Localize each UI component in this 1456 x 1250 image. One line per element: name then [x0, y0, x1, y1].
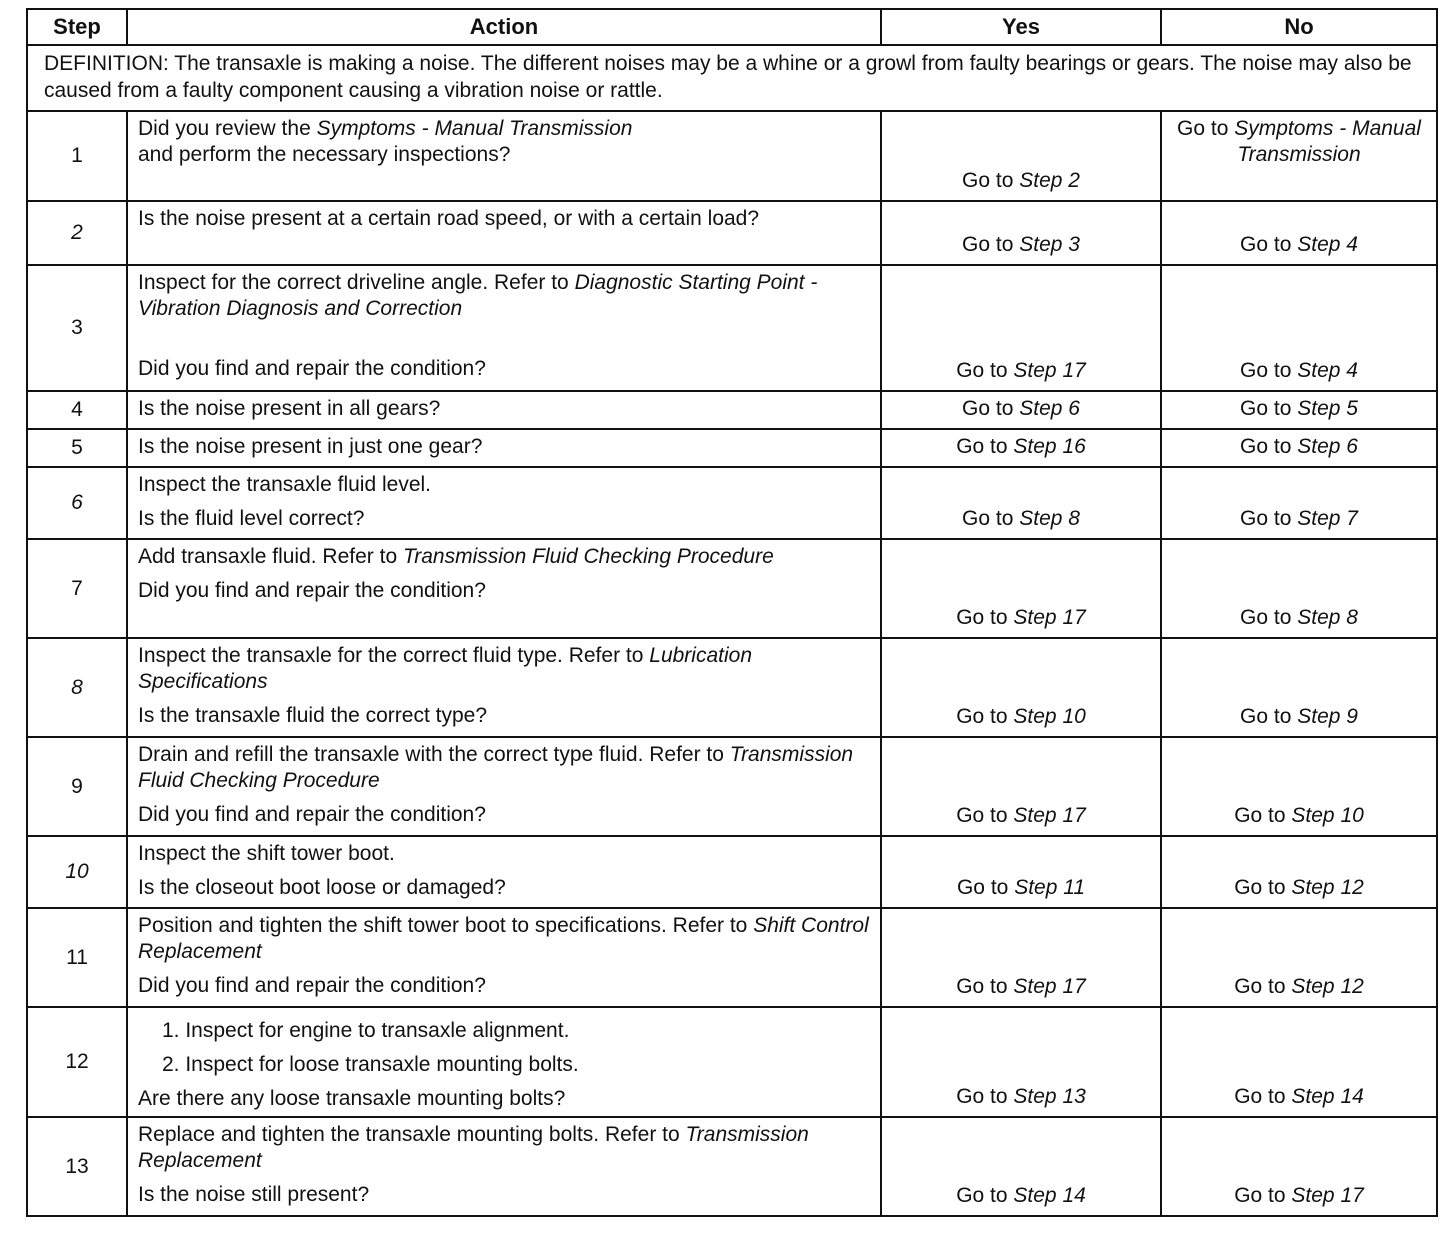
action-cell: Replace and tighten the transaxle mounting bolts. Refer to Transmission Replacement Is the noise still present?	[127, 1117, 881, 1216]
table-row	[27, 429, 1437, 467]
table-row	[27, 1007, 1437, 1117]
table-row	[27, 638, 1437, 737]
action-cell: Add transaxle fluid. Refer to Transmission Fluid Checking Procedure Did you find and repair the condition?	[127, 539, 881, 638]
action-cell: 1. Inspect for engine to transaxle alignment. 2. Inspect for loose transaxle mounting bolts. Are there any loose transaxle mounting bolts?	[127, 1007, 881, 1117]
yes-cell: Go to Step 17	[881, 908, 1161, 1007]
yes-cell: Go to Step 14	[881, 1117, 1161, 1216]
yes-cell: Go to Step 10	[881, 638, 1161, 737]
reference-link[interactable]: Shift Control Replacement	[138, 914, 869, 963]
yes-cell: Go to Step 16	[881, 429, 1161, 467]
list-item: 2. Inspect for loose transaxle mounting bolts.	[162, 1053, 579, 1076]
no-cell: Go to Step 12	[1161, 908, 1437, 1007]
reference-link[interactable]: Lubrication Specifications	[138, 644, 752, 693]
action-cell: Is the noise present at a certain road speed, or with a certain load?	[127, 201, 881, 265]
no-cell: Go to Step 4	[1161, 201, 1437, 265]
header-no: No	[1161, 9, 1437, 45]
yes-cell: Go to Step 17	[881, 265, 1161, 391]
diagnostic-table	[26, 8, 1438, 1217]
yes-cell: Go to Step 8	[881, 467, 1161, 539]
action-cell: Inspect the shift tower boot. Is the closeout boot loose or damaged?	[127, 836, 881, 908]
no-cell: Go to Step 7	[1161, 467, 1437, 539]
header-row	[27, 9, 1437, 45]
action-cell: Inspect the transaxle fluid level. Is the fluid level correct?	[127, 467, 881, 539]
yes-cell: Go to Step 11	[881, 836, 1161, 908]
header-action: Action	[127, 9, 881, 45]
step-number: 12	[27, 1007, 127, 1117]
action-cell: Position and tighten the shift tower boot to specifications. Refer to Shift Control Replacement Did you find and repair the condition?	[127, 908, 881, 1007]
step-number: 4	[27, 391, 127, 429]
table-row	[27, 201, 1437, 265]
reference-link[interactable]: Diagnostic Starting Point - Vibration Diagnosis and Correction	[138, 271, 818, 320]
step-number: 10	[27, 836, 127, 908]
yes-cell: Go to Step 2	[881, 111, 1161, 201]
no-cell: Go to Step 10	[1161, 737, 1437, 836]
reference-link[interactable]: Symptoms - Manual Transmission	[316, 117, 633, 140]
table-row	[27, 737, 1437, 836]
action-cell: Did you review the Symptoms - Manual Transmission and perform the necessary inspections?	[127, 111, 881, 201]
no-cell: Go to Step 9	[1161, 638, 1437, 737]
yes-cell: Go to Step 17	[881, 539, 1161, 638]
step-number: 13	[27, 1117, 127, 1216]
definition-row	[27, 45, 1437, 111]
step-number: 8	[27, 638, 127, 737]
step-number: 9	[27, 737, 127, 836]
step-number: 11	[27, 908, 127, 1007]
reference-link[interactable]: Transmission Fluid Checking Procedure	[402, 545, 774, 568]
no-cell: Go to Step 6	[1161, 429, 1437, 467]
table-row	[27, 265, 1437, 391]
yes-cell: Go to Step 13	[881, 1007, 1161, 1117]
header-step: Step	[27, 9, 127, 45]
table-row	[27, 467, 1437, 539]
table-row	[27, 1117, 1437, 1216]
table-row	[27, 111, 1437, 201]
step-number: 6	[27, 467, 127, 539]
step-number: 1	[27, 111, 127, 201]
table-row	[27, 539, 1437, 638]
no-cell: Go to Symptoms - Manual Transmission	[1161, 111, 1437, 201]
yes-cell: Go to Step 6	[881, 391, 1161, 429]
action-cell: Is the noise present in just one gear?	[127, 429, 881, 467]
no-cell: Go to Step 12	[1161, 836, 1437, 908]
step-number: 5	[27, 429, 127, 467]
list-item: 1. Inspect for engine to transaxle alignment.	[162, 1019, 570, 1042]
step-number: 3	[27, 265, 127, 391]
no-cell: Go to Step 4	[1161, 265, 1437, 391]
yes-cell: Go to Step 3	[881, 201, 1161, 265]
no-cell: Go to Step 5	[1161, 391, 1437, 429]
table-row	[27, 836, 1437, 908]
reference-link[interactable]: Transmission Replacement	[138, 1123, 809, 1172]
action-cell: Is the noise present in all gears?	[127, 391, 881, 429]
header-yes: Yes	[881, 9, 1161, 45]
inspection-list	[138, 1014, 872, 1082]
action-cell: Drain and refill the transaxle with the correct type fluid. Refer to Transmission Fluid Checking Procedure Did you find and repair the condition?	[127, 737, 881, 836]
definition-text: DEFINITION: The transaxle is making a noise. The different noises may be a whine or a growl from faulty bearings or gears. The noise may also be caused from a faulty component causing a vibration noise or rattle.	[27, 45, 1437, 111]
yes-cell: Go to Step 17	[881, 737, 1161, 836]
no-cell: Go to Step 17	[1161, 1117, 1437, 1216]
no-cell: Go to Step 14	[1161, 1007, 1437, 1117]
action-cell: Inspect for the correct driveline angle. Refer to Diagnostic Starting Point - Vibration Diagnosis and Correction Did you find and repair the condition?	[127, 265, 881, 391]
step-number: 2	[27, 201, 127, 265]
table-row	[27, 908, 1437, 1007]
reference-link[interactable]: Transmission Fluid Checking Procedure	[138, 743, 854, 792]
table-row	[27, 391, 1437, 429]
no-cell: Go to Step 8	[1161, 539, 1437, 638]
step-number: 7	[27, 539, 127, 638]
action-cell: Inspect the transaxle for the correct fluid type. Refer to Lubrication Specifications Is the transaxle fluid the correct type?	[127, 638, 881, 737]
